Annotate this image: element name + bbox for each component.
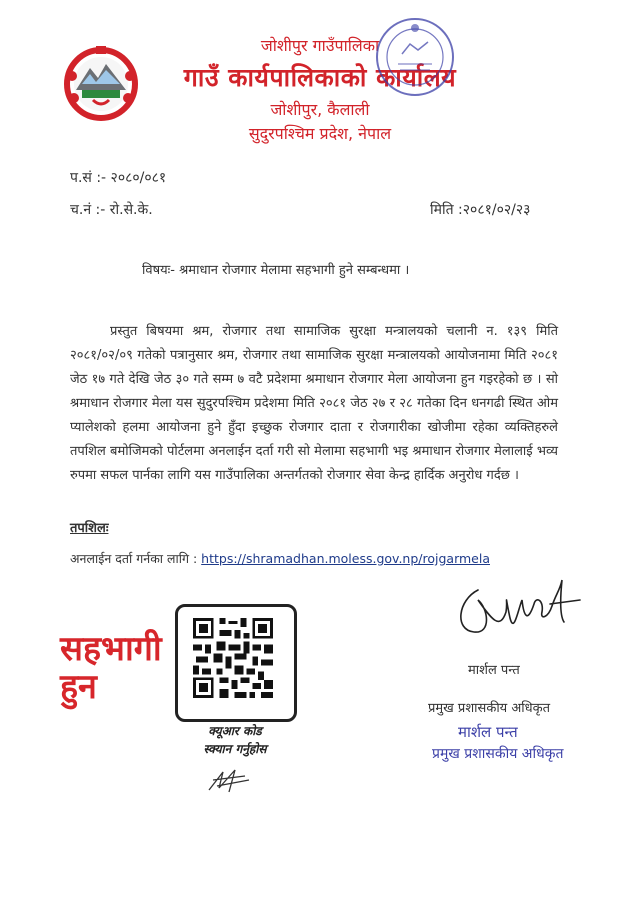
qr-code-card <box>175 604 297 722</box>
qr-code-icon[interactable] <box>190 615 276 701</box>
promo-line-2: हुन <box>60 667 97 707</box>
signature-icon <box>448 560 588 650</box>
registration-link[interactable]: https://shramadhan.moless.gov.np/rojgarmela <box>201 551 490 566</box>
patra-sankhya: प.सं :- २०८०/०८१ <box>70 170 167 186</box>
letter-body: प्रस्तुत बिषयमा श्रम, रोजगार तथा सामाजिक सुरक्षा मन्त्रालयको चलानी न. १३९ मिति २०८१/०२/०९ गतेको पत्रानुसार श्रम, रोजगार तथा सामाजिक सुरक्षा मन्त्रालयको आयोजनामा मिति २०८१ जेठ १७ गते देखि जेठ ३० गते सम्म ७ वटै प्रदेशमा श्रमाधान रोजगार मेला आयोजना हुन गइरहेको छ । सो श्रमाधान रोजगार मेला यस सुदुरपश्चिम प्रदेशमा मिति २०८१ जेठ २७ र २८ गतेका दिन धनगढी स्थित ओम प्यालेशको हलमा आयोजना हुने हुँदा इच्छुक रोजगार दाता र रोजगारीका खोजीमा रहेका व्यक्तिहरुले तपशिल बमोजिमको पोर्टलमा अनलाईन दर्ता गरी सो मेलामा सहभागी भइ श्रमाधान रोजगार मेलालाई भव्य रुपमा सफल पार्नका लागि यस गाउँपालिका अन्तर्गतको रोजगार सेवा केन्द्र हार्दिक अनुरोध गर्दछ । <box>70 324 558 483</box>
letter-subject: विषयः- श्रमाधान रोजगार मेलामा सहभागी हुने सम्बन्धमा । <box>142 263 410 278</box>
signatory-title: प्रमुख प्रशासकीय अधिकृत <box>428 701 551 716</box>
signatory-stamp-title: प्रमुख प्रशासकीय अधिकृत <box>432 746 564 762</box>
link-label: अनलाईन दर्ता गर्नका लागि : <box>70 551 198 566</box>
tapsil-heading: तपशिलः <box>70 521 109 536</box>
qr-caption-line-1: क्यूआर कोड <box>208 724 262 738</box>
promo-line-1: सहभागी <box>60 629 162 669</box>
official-stamp-icon <box>372 14 458 100</box>
office-name: गाउँ कार्यपालिकाको कार्यालय <box>183 63 457 92</box>
participate-promo <box>60 630 162 706</box>
signatory-stamp-name: मार्शल पन्त <box>458 723 518 741</box>
signatory-name: मार्शल पन्त <box>468 663 520 678</box>
nepal-emblem-icon <box>60 40 142 122</box>
office-province: सुदुरपश्चिम प्रदेश, नेपाल <box>248 124 392 143</box>
qr-caption-line-2: स्क्यान गर्नुहोस <box>203 742 267 756</box>
registration-link-row <box>70 550 490 567</box>
letter-date: मिति :२०८१/०२/२३ <box>430 202 531 218</box>
chalani-number: च.नं :- रो.से.के. <box>70 202 153 218</box>
initials-scribble-icon <box>205 762 261 796</box>
office-address: जोशीपुर, कैलाली <box>270 100 370 119</box>
municipality-name: जोशीपुर गाउँपालिका <box>260 36 380 55</box>
